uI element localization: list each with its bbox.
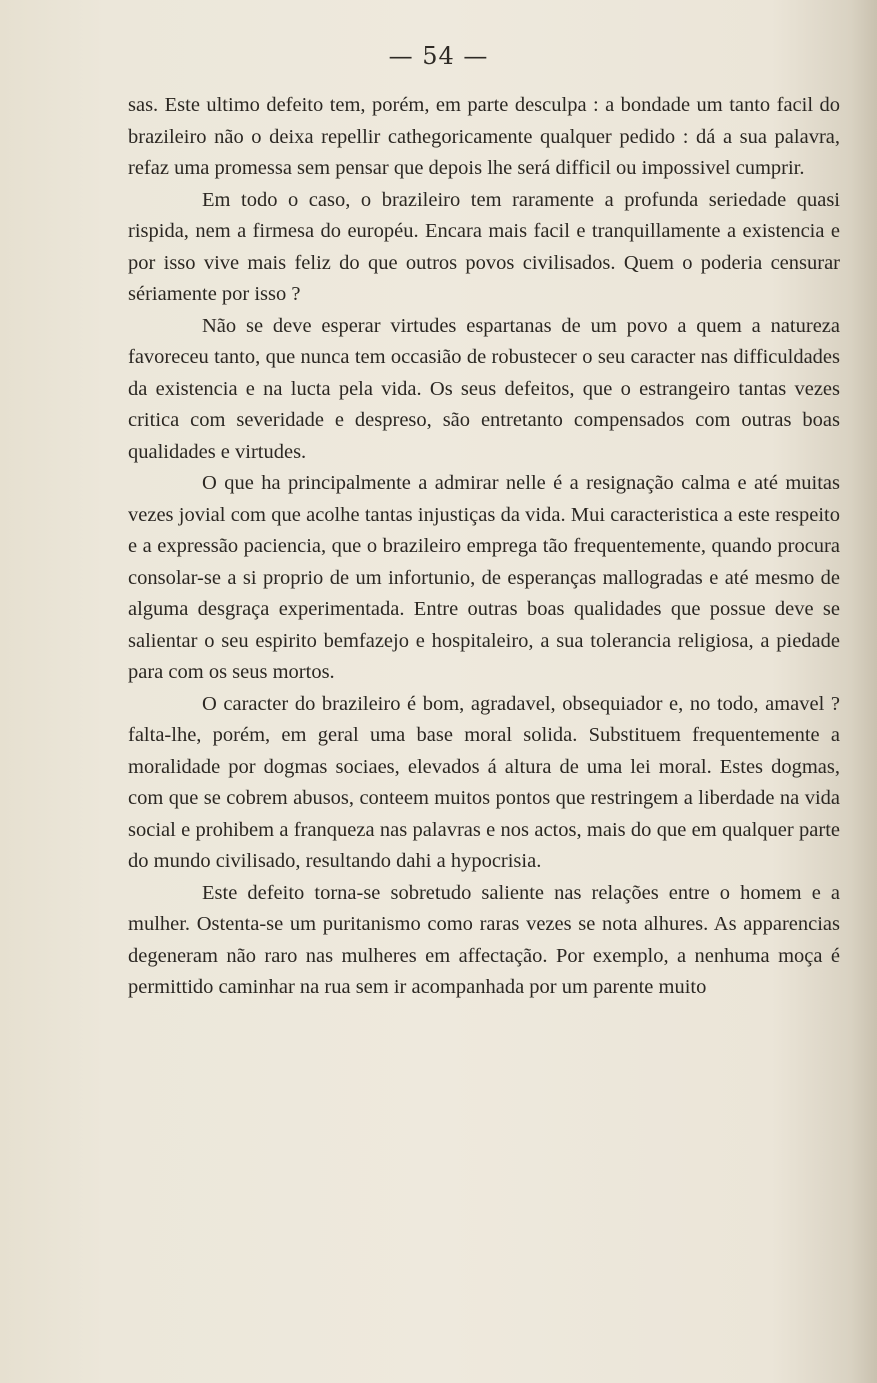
paragraph-5: O caracter do brazileiro é bom, agradavel, obsequiador e, no todo, amavel ? falta-lhe, porém, em geral uma base moral solida. Substituem frequentemente a moralidade por dogmas sociaes, elevados á altura de uma lei moral. Estes dogmas, com que se cobrem abusos, conteem muitos pontos que restringem a liberdade na vida social e prohibem a franqueza nas palavras e nos actos, mais do que em qualquer parte do mundo civilisado, resultando dahi a hypocrisia. xyxy=(128,692,840,872)
text-body xyxy=(128,90,840,1004)
page-number: — 54 — xyxy=(388,42,489,70)
paragraph-1: sas. Este ultimo defeito tem, porém, em parte desculpa : a bondade um tanto facil do brazileiro não o deixa repellir cathegoricamente qualquer pedido : dá a sua palavra, refaz uma promessa sem pensar que depois lhe será difficil ou impossivel cumprir. xyxy=(128,94,840,179)
paragraph-4: O que ha principalmente a admirar nelle é a resignação calma e até muitas vezes jovial com que acolhe tantas injustiças da vida. Mui caracteristica a este respeito e a expressão paciencia, que o brazileiro emprega tão frequentemente, quando procura consolar-se a si proprio de um infortunio, de esperanças mallogradas e até mesmo de alguma desgraça experimentada. Entre outras boas qualidades que possue deve se salientar o seu espirito bemfazejo e hospitaleiro, a sua tolerancia religiosa, a piedade para com os seus mortos. xyxy=(128,472,840,683)
paragraph-3: Não se deve esperar virtudes espartanas de um povo a quem a natureza favoreceu tanto, que nunca tem occasião de robustecer o seu caracter nas difficuldades da existencia e na lucta pela vida. Os seus defeitos, que o estrangeiro tantas vezes critica com severidade e despreso, são entretanto compensados com outras boas qualidades e virtudes. xyxy=(128,314,840,463)
paragraph-2: Em todo o caso, o brazileiro tem raramente a profunda seriedade quasi rispida, nem a firmesa do européu. Encara mais facil e tranquillamente a existencia e por isso vive mais feliz do que outros povos civilisados. Quem o poderia censurar sériamente por isso ? xyxy=(128,188,840,305)
paragraph-6: Este defeito torna-se sobretudo saliente nas relações entre o homem e a mulher. Ostenta-se um puritanismo como raras vezes se nota alhures. As apparencias degeneram não raro nas mulheres em affectação. Por exemplo, a nenhuma moça é permittido caminhar na rua sem ir acompanhada por um parente muito xyxy=(128,881,840,998)
